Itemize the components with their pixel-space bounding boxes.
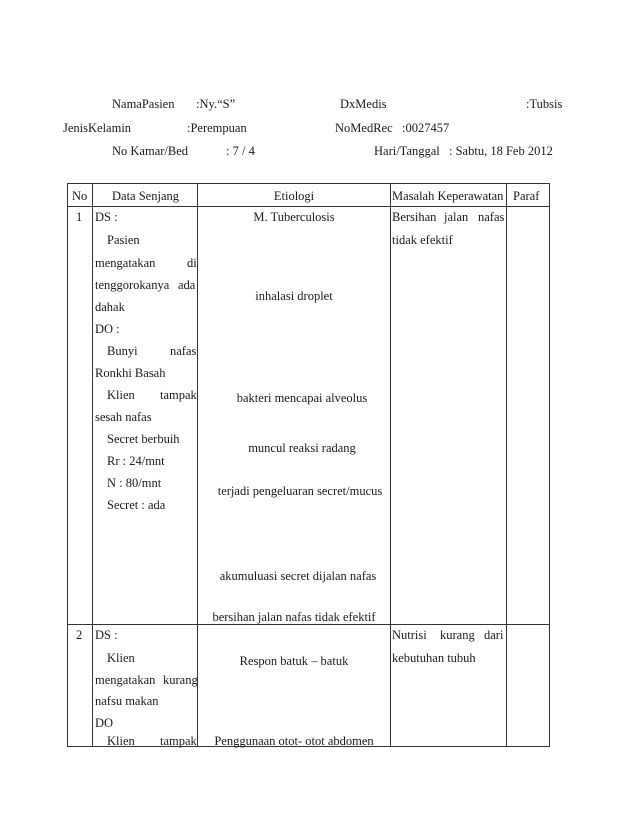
row-1-etiologi-line: terjadi pengeluaran secret/mucus xyxy=(217,484,383,498)
column-header-etiologi: Etiologi xyxy=(273,189,315,203)
row-1-data-line: Secret : ada xyxy=(107,498,166,512)
row-1-data-line: N : 80/mnt xyxy=(107,476,162,490)
row-1-etiologi-line: bakteri mencapai alveolus xyxy=(236,391,368,405)
row-1-etiologi-line: muncul reaksi radang xyxy=(248,441,356,455)
table-divider-data xyxy=(197,183,198,747)
table-border-top xyxy=(67,183,550,184)
row-1-data-line: Bunyi xyxy=(107,344,138,358)
no-med-rec-label: NoMedRec xyxy=(335,121,393,135)
column-header-no: No xyxy=(72,189,88,203)
table-divider-etiologi xyxy=(390,183,391,747)
row-2-masalah-line: Nutrisi xyxy=(392,628,427,642)
hari-tanggal-label: Hari/Tanggal xyxy=(374,144,440,158)
row-1-data-line: Pasien xyxy=(107,233,140,247)
row-1-data-line: nafas xyxy=(170,344,197,358)
row-2-do-label: DO xyxy=(95,716,114,730)
row-1-ds-label: DS : xyxy=(95,210,118,224)
table-divider-no xyxy=(92,183,93,747)
row-1-etiologi-line: M. Tuberculosis xyxy=(253,210,335,224)
no-kamar-label: No Kamar/Bed xyxy=(112,144,189,158)
column-header-data-senjang: Data Senjang xyxy=(112,189,179,203)
nama-pasien-label: NamaPasien xyxy=(112,97,175,111)
table-border-left xyxy=(67,183,68,747)
row-2-masalah-line: kebutuhan tubuh xyxy=(392,651,476,665)
row-1-no: 1 xyxy=(76,210,83,224)
row-2-etiologi-line: Respon batuk – batuk xyxy=(239,654,349,668)
row-2-data-line: mengatakan xyxy=(95,673,156,687)
row-2-data-line: nafsu makan xyxy=(95,694,159,708)
nama-pasien-value: :Ny.“S” xyxy=(196,97,236,111)
row-1-data-line: tenggorokanya xyxy=(95,278,170,292)
row-2-data-line: Klien xyxy=(107,734,135,748)
row-2-ds-label: DS : xyxy=(95,628,118,642)
row-1-masalah-line: nafas xyxy=(478,210,505,224)
table-border-right xyxy=(549,183,550,747)
row-1-data-line: mengatakan xyxy=(95,256,156,270)
row-2-no: 2 xyxy=(76,628,83,642)
row-2-data-line: tampak xyxy=(160,734,197,748)
row-1-data-line: Ronkhi Basah xyxy=(95,366,166,380)
row-2-masalah-line: dari xyxy=(484,628,504,642)
row-1-data-line: dahak xyxy=(95,300,125,314)
row-1-data-line: tampak xyxy=(160,388,197,402)
row-1-masalah-line: jalan xyxy=(444,210,469,224)
row-2-etiologi-line: Penggunaan otot- otot abdomen xyxy=(214,734,374,748)
row-1-data-line: sesah nafas xyxy=(95,410,152,424)
row-1-data-line: Secret berbuih xyxy=(107,432,180,446)
dx-medis-label: DxMedis xyxy=(340,97,387,111)
hari-tanggal-value: : Sabtu, 18 Feb 2012 xyxy=(449,144,553,158)
jenis-kelamin-value: :Perempuan xyxy=(187,121,247,135)
row-1-etiologi-line: bersihan jalan nafas tidak efektif xyxy=(212,610,376,624)
table-divider-masalah xyxy=(506,183,507,747)
row-2-data-line: Klien xyxy=(107,651,135,665)
table-row-divider xyxy=(67,624,550,625)
row-1-masalah-line: Bersihan xyxy=(392,210,437,224)
row-1-data-line: Klien xyxy=(107,388,135,402)
row-1-data-line: ada xyxy=(178,278,196,292)
row-1-etiologi-line: akumuluasi secret dijalan nafas xyxy=(219,569,377,583)
no-kamar-value: : 7 / 4 xyxy=(226,144,255,158)
column-header-paraf: Paraf xyxy=(513,189,540,203)
row-2-masalah-line: kurang xyxy=(440,628,475,642)
row-1-data-line: Rr : 24/mnt xyxy=(107,454,165,468)
column-header-masalah: Masalah Keperawatan xyxy=(392,189,504,203)
row-2-data-line: kurang xyxy=(163,673,198,687)
row-1-masalah-line: tidak efektif xyxy=(392,233,453,247)
dx-medis-value: :Tubsis xyxy=(526,97,563,111)
row-1-data-line: di xyxy=(187,256,197,270)
row-1-etiologi-line: inhalasi droplet xyxy=(255,289,333,303)
jenis-kelamin-label: JenisKelamin xyxy=(63,121,132,135)
no-med-rec-value: :0027457 xyxy=(402,121,450,135)
table-header-bottom xyxy=(67,206,550,207)
row-1-do-label: DO : xyxy=(95,322,120,336)
